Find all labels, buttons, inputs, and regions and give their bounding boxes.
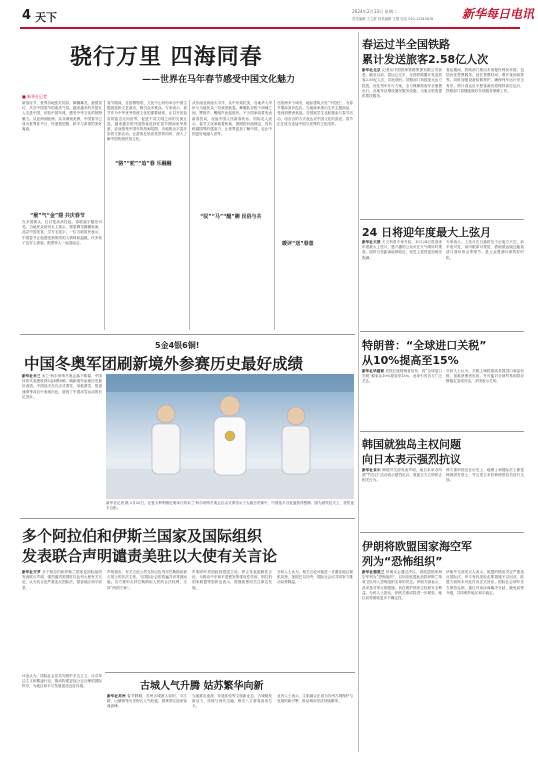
dateline-moon: 新华社天津 bbox=[362, 240, 381, 244]
article-suzhou-col3: 业内人士表示，文旅融合正成为苏州古城保护与发展的新引擎，推动城市经济持续繁荣。 bbox=[277, 694, 353, 704]
article-bottom-left: 评论认为，国际社会应共同维护多边主义，反对单边主义和霸凌行径，推动构建更加公正合理的国际秩序，为地区和平与发展创造良好环境。 bbox=[22, 674, 102, 689]
headline-arab: 多个阿拉伯和伊斯兰国家及国际组织 bbox=[22, 527, 263, 545]
masthead-logo: 新华每日电讯 bbox=[462, 7, 535, 21]
headline-suzhou: 古城人气升腾 姑苏繁华向新 bbox=[140, 681, 264, 692]
headline-railway: 春运过半全国铁路 bbox=[362, 38, 450, 51]
dateline-suzhou: 新华社苏州 bbox=[107, 694, 126, 698]
article-suzhou-col1: 新华社苏州 春节假期，苏州古城游人如织，平江路、山塘街等历史街区人气旺盛，园林景区迎来客流高峰。 bbox=[107, 694, 187, 709]
article-main-col4: 在欧洲多个城市，地标建筑点亮“中国红”，为春节增添喜庆色彩。当地商家推出生肖主题商品，受到消费者欢迎。各国留学生也积极参与春节活动，用各自的方式表达对中国文化的喜爱。春节正在成为连接中国与世界的文化纽带。 bbox=[277, 101, 353, 126]
olympic-podium-photo bbox=[106, 374, 354, 499]
dateline-tariff: 新华社华盛顿 bbox=[362, 369, 384, 373]
article-moon-body: 新华社天津 天文科普专家介绍，本月24日将迎来年度最大上弦月，感兴趣的公众可在天气晴好时观赏。届时月亮距离地球较近，视觉上显得更加明亮饱满。 bbox=[362, 240, 442, 260]
article-main-col3: 从东南亚到南太平洋，从中东到拉美，各地华人华侨与当地民众一同欢度新春。舞狮队穿梭于商铺之间，锣鼓声、鞭炮声此起彼伏。不少国家政要发表新春贺词，祝福中国人民新春快乐。国际友人表示，春节文化承载着和谐、团圆的价值理念，具有跨越国界的感染力，让世界更加了解中国，也让中国更好地融入世界。 bbox=[192, 101, 272, 137]
article-tariff-body2: 分析人士认为，关税上调将推高美国进口商品价格，加重消费者负担，并可能对全球贸易和供应链稳定造成冲击，多国表示关切。 bbox=[446, 369, 524, 384]
headline-arab-2: 发表联合声明谴责美驻以大使有关言论 bbox=[22, 547, 278, 565]
photo-caption: 新华社记者 摄 2月20日，在意大利利维尼奥举行的米兰-科尔蒂纳冬奥会自由式滑雪女子大跳台决赛中，中国选手谷爱凌获得银牌。图为颁奖仪式上，获奖选手合影。 bbox=[106, 501, 354, 510]
headline-olympic: 中国冬奥军团刷新境外参赛历史最好成绩 bbox=[24, 355, 304, 373]
article-arab-col2: 声明指出，有关言论公然支持以色列对巴勒斯坦被占领土的非法主张，与国际社会的普遍共识背道而驰。各方重申支持巴勒斯坦人民的合法权利，支持“两国方案”。 bbox=[107, 570, 187, 590]
article-korea-body2: 韩方重申独岛在历史上、地理上和国际法上都是韩国固有领土，并召见日本驻韩使馆官员进行交涉。 bbox=[446, 468, 524, 483]
editor-line: 责任编辑 王立群 视觉编辑 王慧 电话 010-12345678 bbox=[352, 17, 434, 21]
headline-main-subtitle: ——世界在马年春节感受中国文化魅力 bbox=[142, 75, 296, 85]
date-line: 2024年2月13日 星期二 bbox=[352, 9, 398, 14]
sidebar-heading-3: “驭”“马”“醒”狮 民俗与共 bbox=[200, 214, 262, 220]
page-header bbox=[0, 0, 538, 30]
article-iran-body2: 伊朗外交部发言人表示，欧盟的错误决定严重违反国际法，伊方有权采取必要措施予以回应。欧盟方面尚未对此作出正式回应。国际社会呼吁各方保持克制，通过对话协商解决分歧，避免局势升级，共同维护地区和平稳定。 bbox=[446, 570, 524, 595]
article-iran-body: 新华社德黑兰 伊朗议会通过决议，将欧盟国家海空军列为“恐怖组织”，以回应欧盟此前将伊斯兰革命卫队列入恐怖组织名单的决定。伊朗方面表示，此举是对等反制措施，旨在维护国家主权和安全利益。分析人士指出，伊欧关系或将进一步紧张，地区局势面临更多不确定性。 bbox=[362, 570, 442, 601]
sidebar-heading-1: “猴”气“金”翅 共庆春节 bbox=[30, 213, 85, 219]
kicker-olympic: 5金4银6铜! bbox=[155, 341, 200, 350]
article-arab-col3: 声明呼吁美国政府澄清立场，停止发表挑衅性言论，为推动中东和平进程发挥建设性作用。阿拉伯国家联盟等组织也表示，将继续密切关注事态发展。 bbox=[192, 570, 272, 590]
header-rule bbox=[20, 27, 520, 29]
article-tariff-body: 新华社华盛顿 美国总统特朗普宣布，将“全球进口关税”税率从10%提高至15%，此举引发各方广泛关注。 bbox=[362, 369, 442, 384]
article-main-col2: 春节期间，各国博物馆、文化中心纷纷举办中国主题展览和文艺演出，吸引众多观众。专家表示，春节作为中华优秀传统文化的重要载体，正以开放包容的姿态走向世界，促进不同文明之间的交流互鉴。越来越多的外国游客选择在春节期间来华旅游，亲身感受中国年的热闹氛围。各地推出丰富多彩的文旅活动，让游客在欣赏美景的同时，深入了解中国传统民俗文化。 bbox=[107, 101, 187, 142]
headline-main: 骁行万里 四海同春 bbox=[70, 45, 263, 70]
article-korea-body: 新华社首尔 韩国外交部发表声明，就日本举办所谓“竹岛日”活动表示强烈抗议，敦促日方立即停止相关行为。 bbox=[362, 468, 442, 483]
section-label: 天下 bbox=[35, 11, 57, 24]
athlete-left bbox=[152, 405, 180, 474]
article-railway-body2: 春运期间，铁路部门推出多项便民利民举措，包括优化售票服务、延长售票时间、增开夜间高铁等。同时加强设备检修养护，确保列车运行安全有序。预计春运后半程客流仍将保持高位运行，铁路部门将继续做好各项服务保障工作。 bbox=[446, 68, 524, 93]
sidebar-heading-2: “骆”“驼”“追”春 乐融融 bbox=[115, 161, 172, 167]
headline-moon: 24 日将迎年度最大上弦月 bbox=[362, 226, 492, 239]
headline-tariff-2: 从10%提高至15% bbox=[362, 354, 459, 367]
article-moon-body2: 专家表示，上弦月在日落时位于正南方天空，前半夜可见，用肉眼即可观赏，借助望远镜还能看清月面环形山等细节，是公众观测月球的好时机。 bbox=[446, 240, 524, 260]
article-arab-col1: 新华社开罗 多个阿拉伯和伊斯兰国家及国际组织发表联合声明，强烈谴责美国驻以色列大使有关言论，认为其言论严重违反国际法，损害地区和平前景。 bbox=[22, 570, 102, 590]
article-suzhou-col2: 当地推出夜游、非遗体验等文旅新业态，古城焕发新活力，传统与现代交融，吸引八方游客前来打卡。 bbox=[192, 694, 272, 709]
dateline-iran: 新华社德黑兰 bbox=[362, 570, 385, 574]
dateline-korea: 新华社首尔 bbox=[362, 468, 381, 472]
headline-korea-2: 向日本表示强烈抗议 bbox=[362, 453, 461, 466]
athlete-center bbox=[214, 396, 246, 475]
dateline-olympic: 新华社米兰 bbox=[22, 374, 41, 378]
dateline-arab: 新华社开罗 bbox=[22, 570, 41, 574]
headline-railway-2: 累计发送旅客2.58亿人次 bbox=[362, 53, 489, 66]
headline-korea: 韩国就独岛主权问题 bbox=[362, 438, 461, 451]
article-main-col1b: 在多国街头，红灯笼高高挂起，春联福字随处可见。当地民众纷纷走上街头，观看舞龙舞狮表演，品尝中国美食，学写毛笔字。一位当地居民表示，中国春节让他感受到浓浓的人情味和温暖。许多孩子也穿上唐装，跟着家人一起逛庙会。 bbox=[22, 220, 102, 245]
article-olympic-col1: 新华社米兰 米兰-科尔蒂纳冬奥会落下帷幕，中国体育代表团收获5金4银6铜，刷新境外参赛历史最好成绩。中国选手在自由式滑雪、单板滑雪、短道速滑等项目中表现出色，展现了中国冰雪运动的长足进步。 bbox=[22, 374, 102, 399]
article-main-col1: 新春佳节，世界各地张灯结彩，舞狮舞龙，游园赏灯，共享中国春节的欢乐气氛。越来越多的外国友人走进中国，体验中国年味，感受中华文化的独特魅力。从亚洲到欧洲，从非洲到美洲，中国春节已成为世界性节日，传递着团圆、和平与希望的美好寓意。 bbox=[22, 101, 102, 132]
headline-tariff: 特朗普：“全球进口关税” bbox=[362, 339, 487, 352]
byline-main: ■ 新华社记者 bbox=[22, 94, 48, 99]
athlete-right bbox=[282, 407, 310, 474]
headline-iran: 伊朗将欧盟国家海空军 bbox=[362, 540, 472, 553]
sidebar-heading-4: 暖评“送”春意 bbox=[282, 241, 314, 247]
dateline-railway: 新华社北京 bbox=[362, 68, 381, 72]
podium-illustration bbox=[106, 374, 354, 499]
headline-iran-2: 列为“恐怖组织” bbox=[362, 555, 443, 568]
article-arab-col4: 分析人士认为，相关言论可能进一步激化地区紧张局势，加剧巴以冲突，国际社会应共同努力推动局势降温。 bbox=[277, 570, 353, 585]
article-railway-body: 新华社北京 记者从中国国家铁路集团有限公司获悉，截至目前，春运已过半，全国铁路累计发送旅客2.58亿人次，同比增长。铁路部门持续加大运力投放，优化列车开行方案，全力保障旅客安全便捷出行。各地车站增设便民服务设施，为重点旅客提供帮扶服务。 bbox=[362, 68, 442, 99]
page-number: 4 bbox=[22, 8, 32, 23]
